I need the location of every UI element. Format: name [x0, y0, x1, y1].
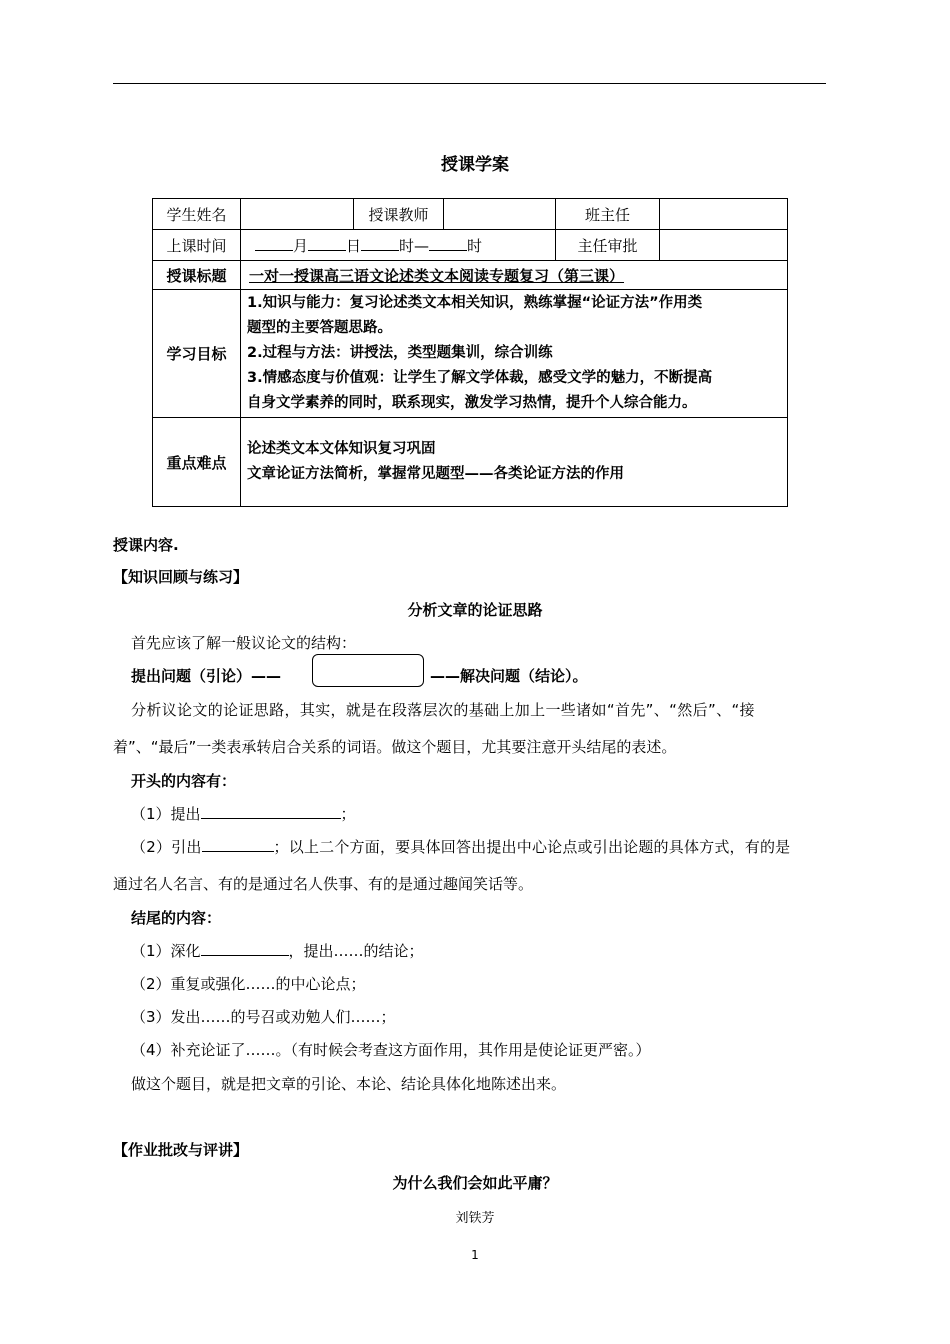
ending-item-3: （3）发出……的号召或劝勉人们……； — [131, 1008, 396, 1026]
paragraph-3: 做这个题目，就是把文章的引论、本论、结论具体化地陈述出来。 — [131, 1075, 567, 1093]
time-field[interactable] — [241, 230, 556, 261]
goal-2: 2.过程与方法：讲授法，类型题集训，综合训练 — [247, 345, 553, 361]
focus-2: 文章论证方法简析，掌握常见题型——各类论证方法的作用 — [247, 466, 624, 482]
subtitle: 分析文章的论证思路 — [407, 601, 543, 619]
focus-label: 重点难点 — [153, 418, 241, 507]
ending-item-4: （4）补充论证了……。（有时候会考查这方面作用，其作用是使论证更严密。） — [131, 1041, 651, 1059]
ending-item-2: （2）重复或强化……的中心论点； — [131, 975, 366, 993]
focus-1: 论述类文本文体知识复习巩固 — [247, 441, 436, 457]
structure-blank-box[interactable] — [312, 654, 424, 687]
lesson-info-table — [152, 198, 788, 507]
article-title: 为什么我们会如此平庸？ — [392, 1174, 558, 1192]
head-teacher-label: 班主任 — [556, 199, 660, 230]
ending-1-post: ，提出……的结论； — [288, 942, 424, 960]
article-author: 刘铁芳 — [455, 1211, 495, 1226]
teacher-label: 授课教师 — [354, 199, 444, 230]
structure-left: 提出问题（引论）—— — [131, 667, 282, 685]
paragraph-1: 首先应该了解一般议论文的结构： — [131, 634, 357, 652]
opening-1-blank[interactable] — [201, 803, 341, 819]
time-month: 月 — [293, 236, 309, 255]
goal-3a: 3.情感态度与价值观：让学生了解文学体裁，感受文学的魅力，不断提高 — [247, 370, 713, 386]
page-number: 1 — [471, 1248, 479, 1262]
time-end: 时 — [467, 236, 483, 255]
ending-1-blank[interactable] — [201, 940, 289, 956]
header-rule — [113, 83, 826, 84]
focus-cell — [241, 418, 788, 507]
paragraph-2b: 着”、“最后”一类表承转启合关系的词语。做这个题目，尤其要注意开头结尾的表述。 — [113, 738, 677, 756]
goal-1b: 题型的主要答题思路。 — [247, 320, 392, 336]
section-knowledge: 【知识回顾与练习】 — [113, 568, 249, 586]
head-teacher-field[interactable] — [660, 199, 788, 230]
ending-item-1 — [131, 940, 424, 961]
opening-item-2 — [131, 836, 790, 857]
goal-label: 学习目标 — [153, 290, 241, 418]
time-day: 日 — [346, 236, 362, 255]
opening-item-2b: 通过名人名言、有的是通过名人佚事、有的是通过趣闻笑话等。 — [113, 875, 534, 893]
ending-1-pre: （1）深化 — [131, 942, 201, 960]
topic-value: 一对一授课高三语文论述类文本阅读专题复习（第三课） — [249, 266, 625, 285]
section-intro: 授课内容. — [113, 536, 179, 554]
paragraph-2a: 分析议论文的论证思路，其实，就是在段落层次的基础上加上一些诸如“首先”、“然后”、“接 — [131, 701, 755, 719]
section-homework: 【作业批改与评讲】 — [113, 1141, 249, 1159]
ending-heading: 结尾的内容： — [131, 909, 222, 927]
goal-cell — [241, 290, 788, 418]
opening-2-post: ；以上二个方面，要具体回答出提出中心论点或引出论题的具体方式，有的是 — [273, 838, 791, 856]
time-label: 上课时间 — [153, 230, 241, 261]
topic-cell — [241, 261, 788, 290]
goal-3b: 自身文学素养的同时，联系现实，激发学习热情，提升个人综合能力。 — [247, 395, 697, 411]
approval-field[interactable] — [660, 230, 788, 261]
goal-1a: 1.知识与能力：复习论述类文本相关知识，熟练掌握“论证方法”作用类 — [247, 295, 703, 311]
opening-item-1 — [131, 803, 356, 824]
student-name-label: 学生姓名 — [153, 199, 241, 230]
opening-2-blank[interactable] — [202, 836, 274, 852]
opening-2-pre: （2）引出 — [131, 838, 202, 856]
opening-1-pre: （1）提出 — [131, 805, 201, 823]
opening-1-post: ； — [340, 805, 356, 823]
structure-right: ——解决问题（结论）。 — [430, 667, 588, 685]
page-title: 授课学案 — [441, 155, 509, 175]
student-name-field[interactable] — [241, 199, 354, 230]
approval-label: 主任审批 — [556, 230, 660, 261]
time-hour: 时— — [399, 236, 430, 255]
opening-heading: 开头的内容有： — [131, 772, 237, 790]
topic-label: 授课标题 — [153, 261, 241, 290]
teacher-field[interactable] — [444, 199, 556, 230]
